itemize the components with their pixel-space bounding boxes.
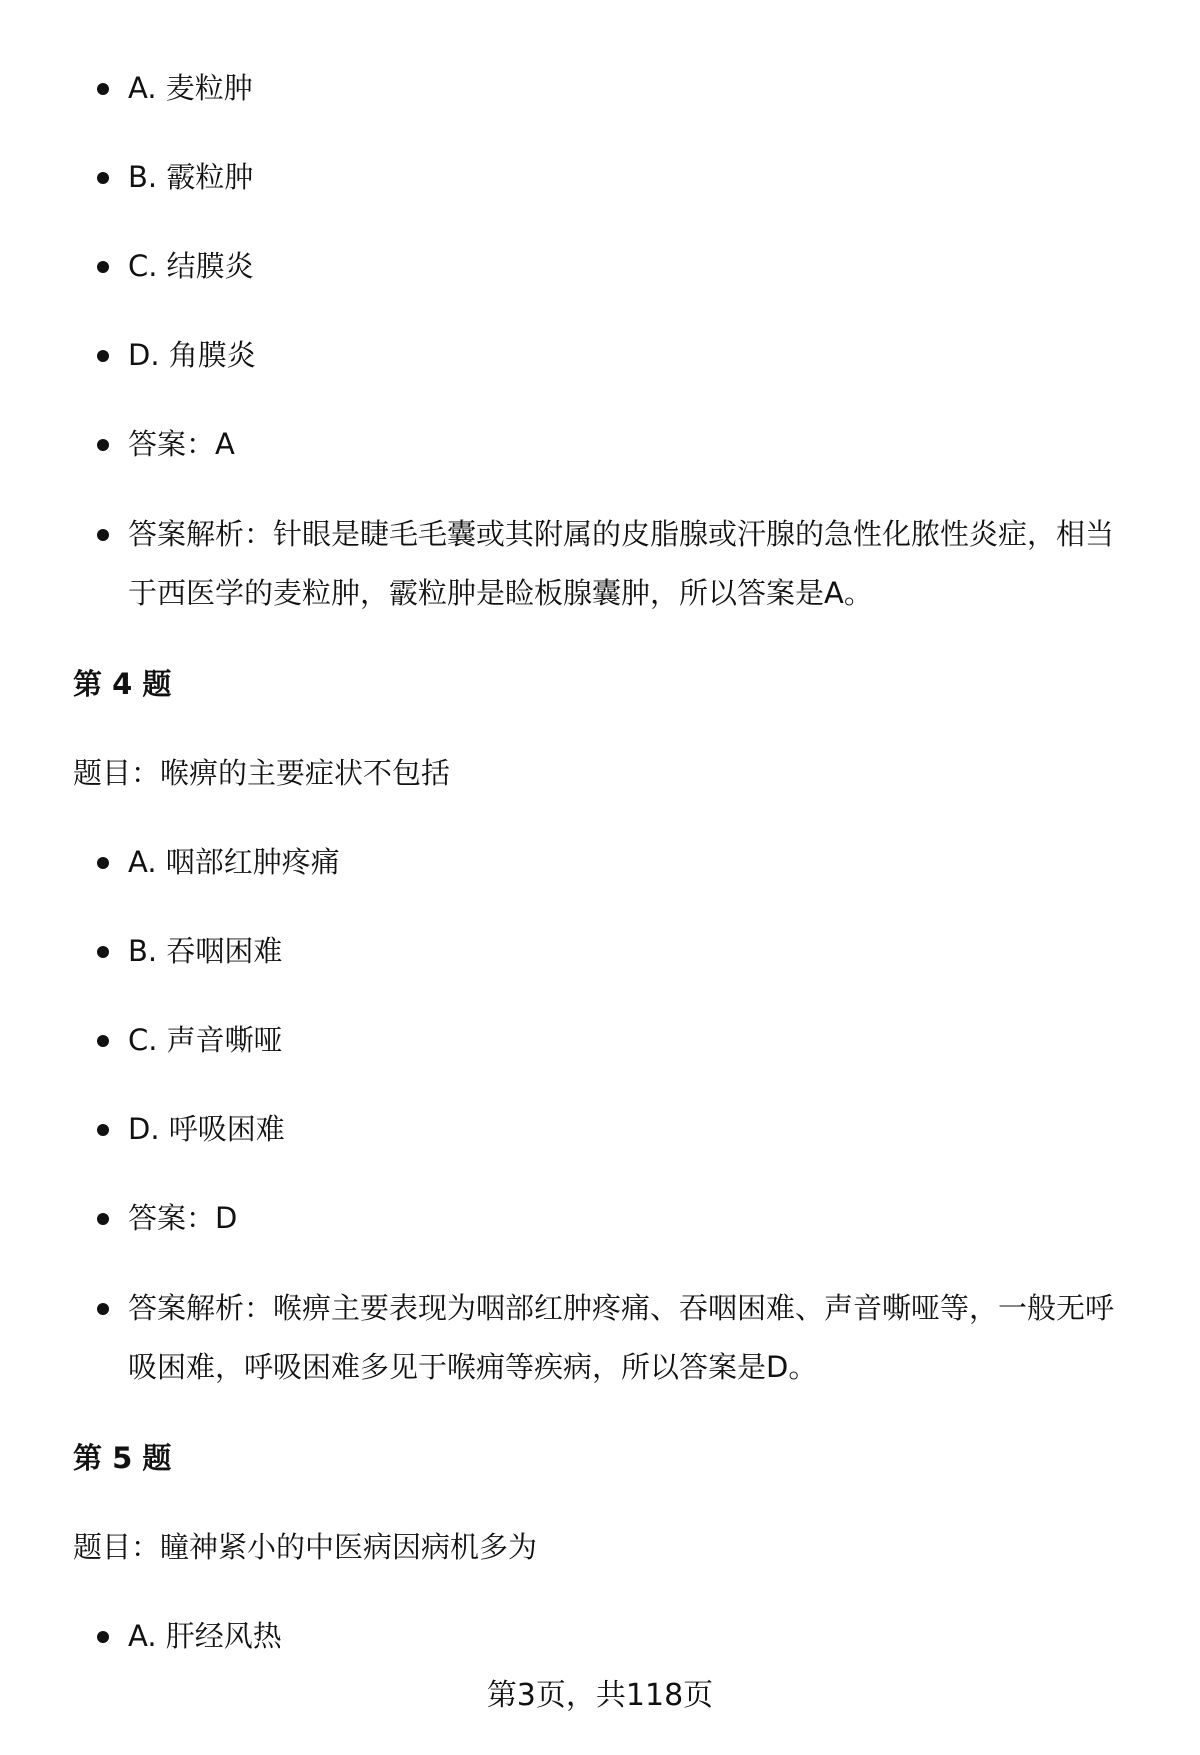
- bullet: [97, 529, 109, 541]
- option-b: B. 吞咽困难: [128, 934, 283, 968]
- bullet: [97, 83, 109, 95]
- bullet: [97, 439, 109, 451]
- option-a: A. 麦粒肿: [128, 71, 253, 105]
- option-a: A. 肝经风热: [128, 1619, 282, 1653]
- question-stem: 题目：瞳神紧小的中医病因病机多为: [73, 1530, 538, 1564]
- option-c: C. 结膜炎: [128, 249, 254, 283]
- answer-analysis: 答案解析：针眼是睫毛毛囊或其附属的皮脂腺或汗腺的急性化脓性炎症，相当于西医学的麦粒肿，霰粒肿是睑板腺囊肿，所以答案是A。: [128, 517, 1115, 610]
- bullet: [97, 1213, 109, 1225]
- bullet: [97, 1124, 109, 1136]
- answer: 答案：A: [128, 427, 235, 461]
- bullet: [97, 1303, 109, 1315]
- question-heading: 第 4 题: [73, 667, 172, 701]
- bullet: [97, 172, 109, 184]
- question-stem: 题目：喉痹的主要症状不包括: [73, 756, 451, 790]
- bullet: [97, 946, 109, 958]
- page-number: 第3页，共118页: [486, 1678, 714, 1713]
- question-heading: 第 5 题: [73, 1441, 172, 1475]
- option-d: D. 呼吸困难: [128, 1112, 285, 1146]
- answer: 答案：D: [128, 1201, 238, 1235]
- option-b: B. 霰粒肿: [128, 160, 254, 194]
- bullet: [97, 1035, 109, 1047]
- option-a: A. 咽部红肿疼痛: [128, 845, 340, 879]
- answer-analysis: 答案解析：喉痹主要表现为咽部红肿疼痛、吞咽困难、声音嘶哑等，一般无呼吸困难，呼吸困难多见于喉痈等疾病，所以答案是D。: [128, 1291, 1115, 1384]
- bullet: [97, 261, 109, 273]
- bullet: [97, 1631, 109, 1643]
- option-d: D. 角膜炎: [128, 338, 256, 372]
- bullet: [97, 350, 109, 362]
- bullet: [97, 857, 109, 869]
- option-c: C. 声音嘶哑: [128, 1023, 283, 1057]
